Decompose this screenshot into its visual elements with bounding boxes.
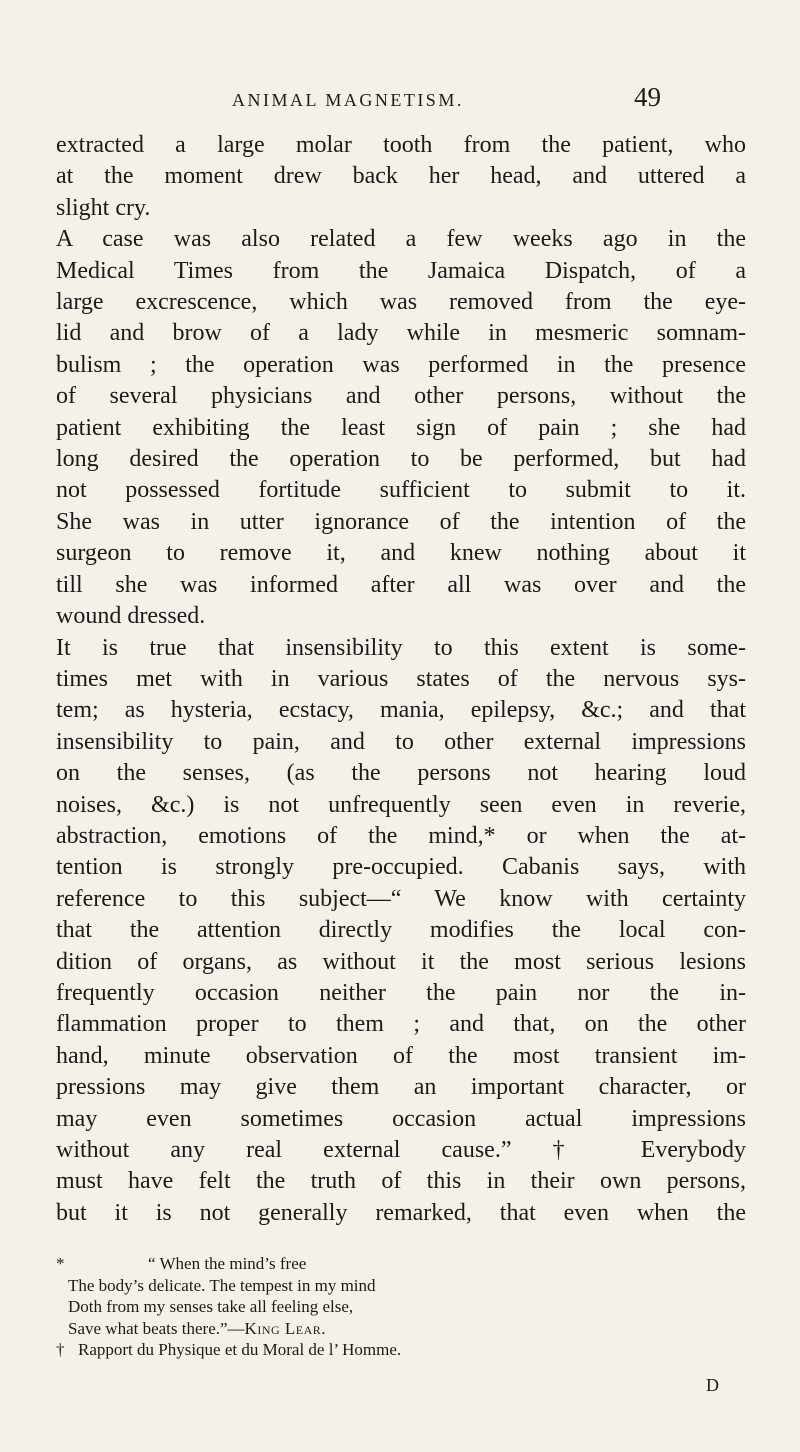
text-line: pressions may give them an important character, or [56, 1074, 746, 1101]
footnote-1-quote-end: Save what beats there.”— [68, 1318, 245, 1338]
text-line: insensibility to pain, and to other external impressions [56, 728, 746, 755]
text-line: slight cry. [56, 194, 151, 221]
footnote-1-mark: * [56, 1254, 65, 1273]
footnotes [56, 1253, 746, 1361]
text-line: at the moment drew back her head, and uttered a [56, 163, 746, 190]
text-line: patient exhibiting the least sign of pain ; she had [56, 414, 746, 441]
text-line: bulism ; the operation was performed in the presence [56, 351, 746, 378]
footnote-1-text: “ When the mind’s free [148, 1254, 307, 1273]
text-line: tention is strongly pre-occupied. Cabanis says, with [56, 854, 746, 881]
text-line: dition of organs, as without it the most serious lesions [56, 948, 746, 975]
text-line: flammation proper to them ; and that, on the other [56, 1011, 746, 1038]
running-head: ANIMAL MAGNETISM. [232, 90, 464, 110]
text-line: of several physicians and other persons, without the [56, 383, 746, 410]
page-header [0, 82, 800, 122]
text-line: extracted a large molar tooth from the patient, who [56, 132, 746, 158]
footnote-1-line-3: Doth from my senses take all feeling else, [68, 1297, 354, 1316]
text-line: hand, minute observation of the most transient im- [56, 1042, 746, 1069]
text-line: must have felt the truth of this in their own persons, [56, 1168, 746, 1195]
text-line: may even sometimes occasion actual impressions [56, 1105, 746, 1132]
text-line: abstraction, emotions of the mind,* or when the at- [56, 822, 746, 849]
text-line: She was in utter ignorance of the intention of the [56, 508, 746, 535]
text-line: on the senses, (as the persons not hearing loud [56, 760, 746, 787]
text-line: lid and brow of a lady while in mesmeric somnam- [56, 320, 746, 347]
footnote-2-mark: † [56, 1340, 65, 1359]
text-line: without any real external cause.” † Everybody [56, 1137, 746, 1163]
text-line: A case was also related a few weeks ago in the [56, 226, 746, 253]
text-line: frequently occasion neither the pain nor the in- [56, 979, 746, 1006]
text-line: surgeon to remove it, and knew nothing about it [56, 540, 746, 567]
text-line: wound dressed. [56, 603, 206, 630]
text-line: long desired the operation to be performed, but had [56, 446, 746, 473]
text-line: noises, &c.) is not unfrequently seen even in reverie, [56, 791, 746, 818]
body-text [56, 130, 746, 1229]
footnote-2 [56, 1339, 746, 1361]
text-line: It is true that insensibility to this extent is some- [56, 634, 746, 661]
text-line: till she was informed after all was over and the [56, 571, 746, 598]
signature-mark: D [706, 1375, 719, 1395]
text-line: tem; as hysteria, ecstacy, mania, epilepsy, &c.; and that [56, 697, 746, 724]
text-line: Medical Times from the Jamaica Dispatch, of a [56, 257, 746, 284]
text-line: not possessed fortitude sufficient to submit to it. [56, 477, 746, 504]
footnote-1-line-2: The body’s delicate. The tempest in my mind [68, 1275, 376, 1295]
text-line: but it is not generally remarked, that even when the [56, 1199, 746, 1226]
footnote-1-attribution: King Lear. [244, 1318, 327, 1338]
text-line: that the attention directly modifies the local con- [56, 917, 746, 944]
text-line: reference to this subject—“ We know with certainty [56, 885, 746, 912]
footnote-1-line-4 [56, 1318, 746, 1340]
text-line: large excrescence, which was removed from the eye- [56, 289, 746, 316]
footnote-2-text: Rapport du Physique et du Moral de l’ Homme. [78, 1340, 402, 1359]
page-number: 49 [634, 82, 661, 112]
text-line: times met with in various states of the nervous sys- [56, 665, 746, 692]
footnote-1-line-1 [56, 1253, 746, 1275]
